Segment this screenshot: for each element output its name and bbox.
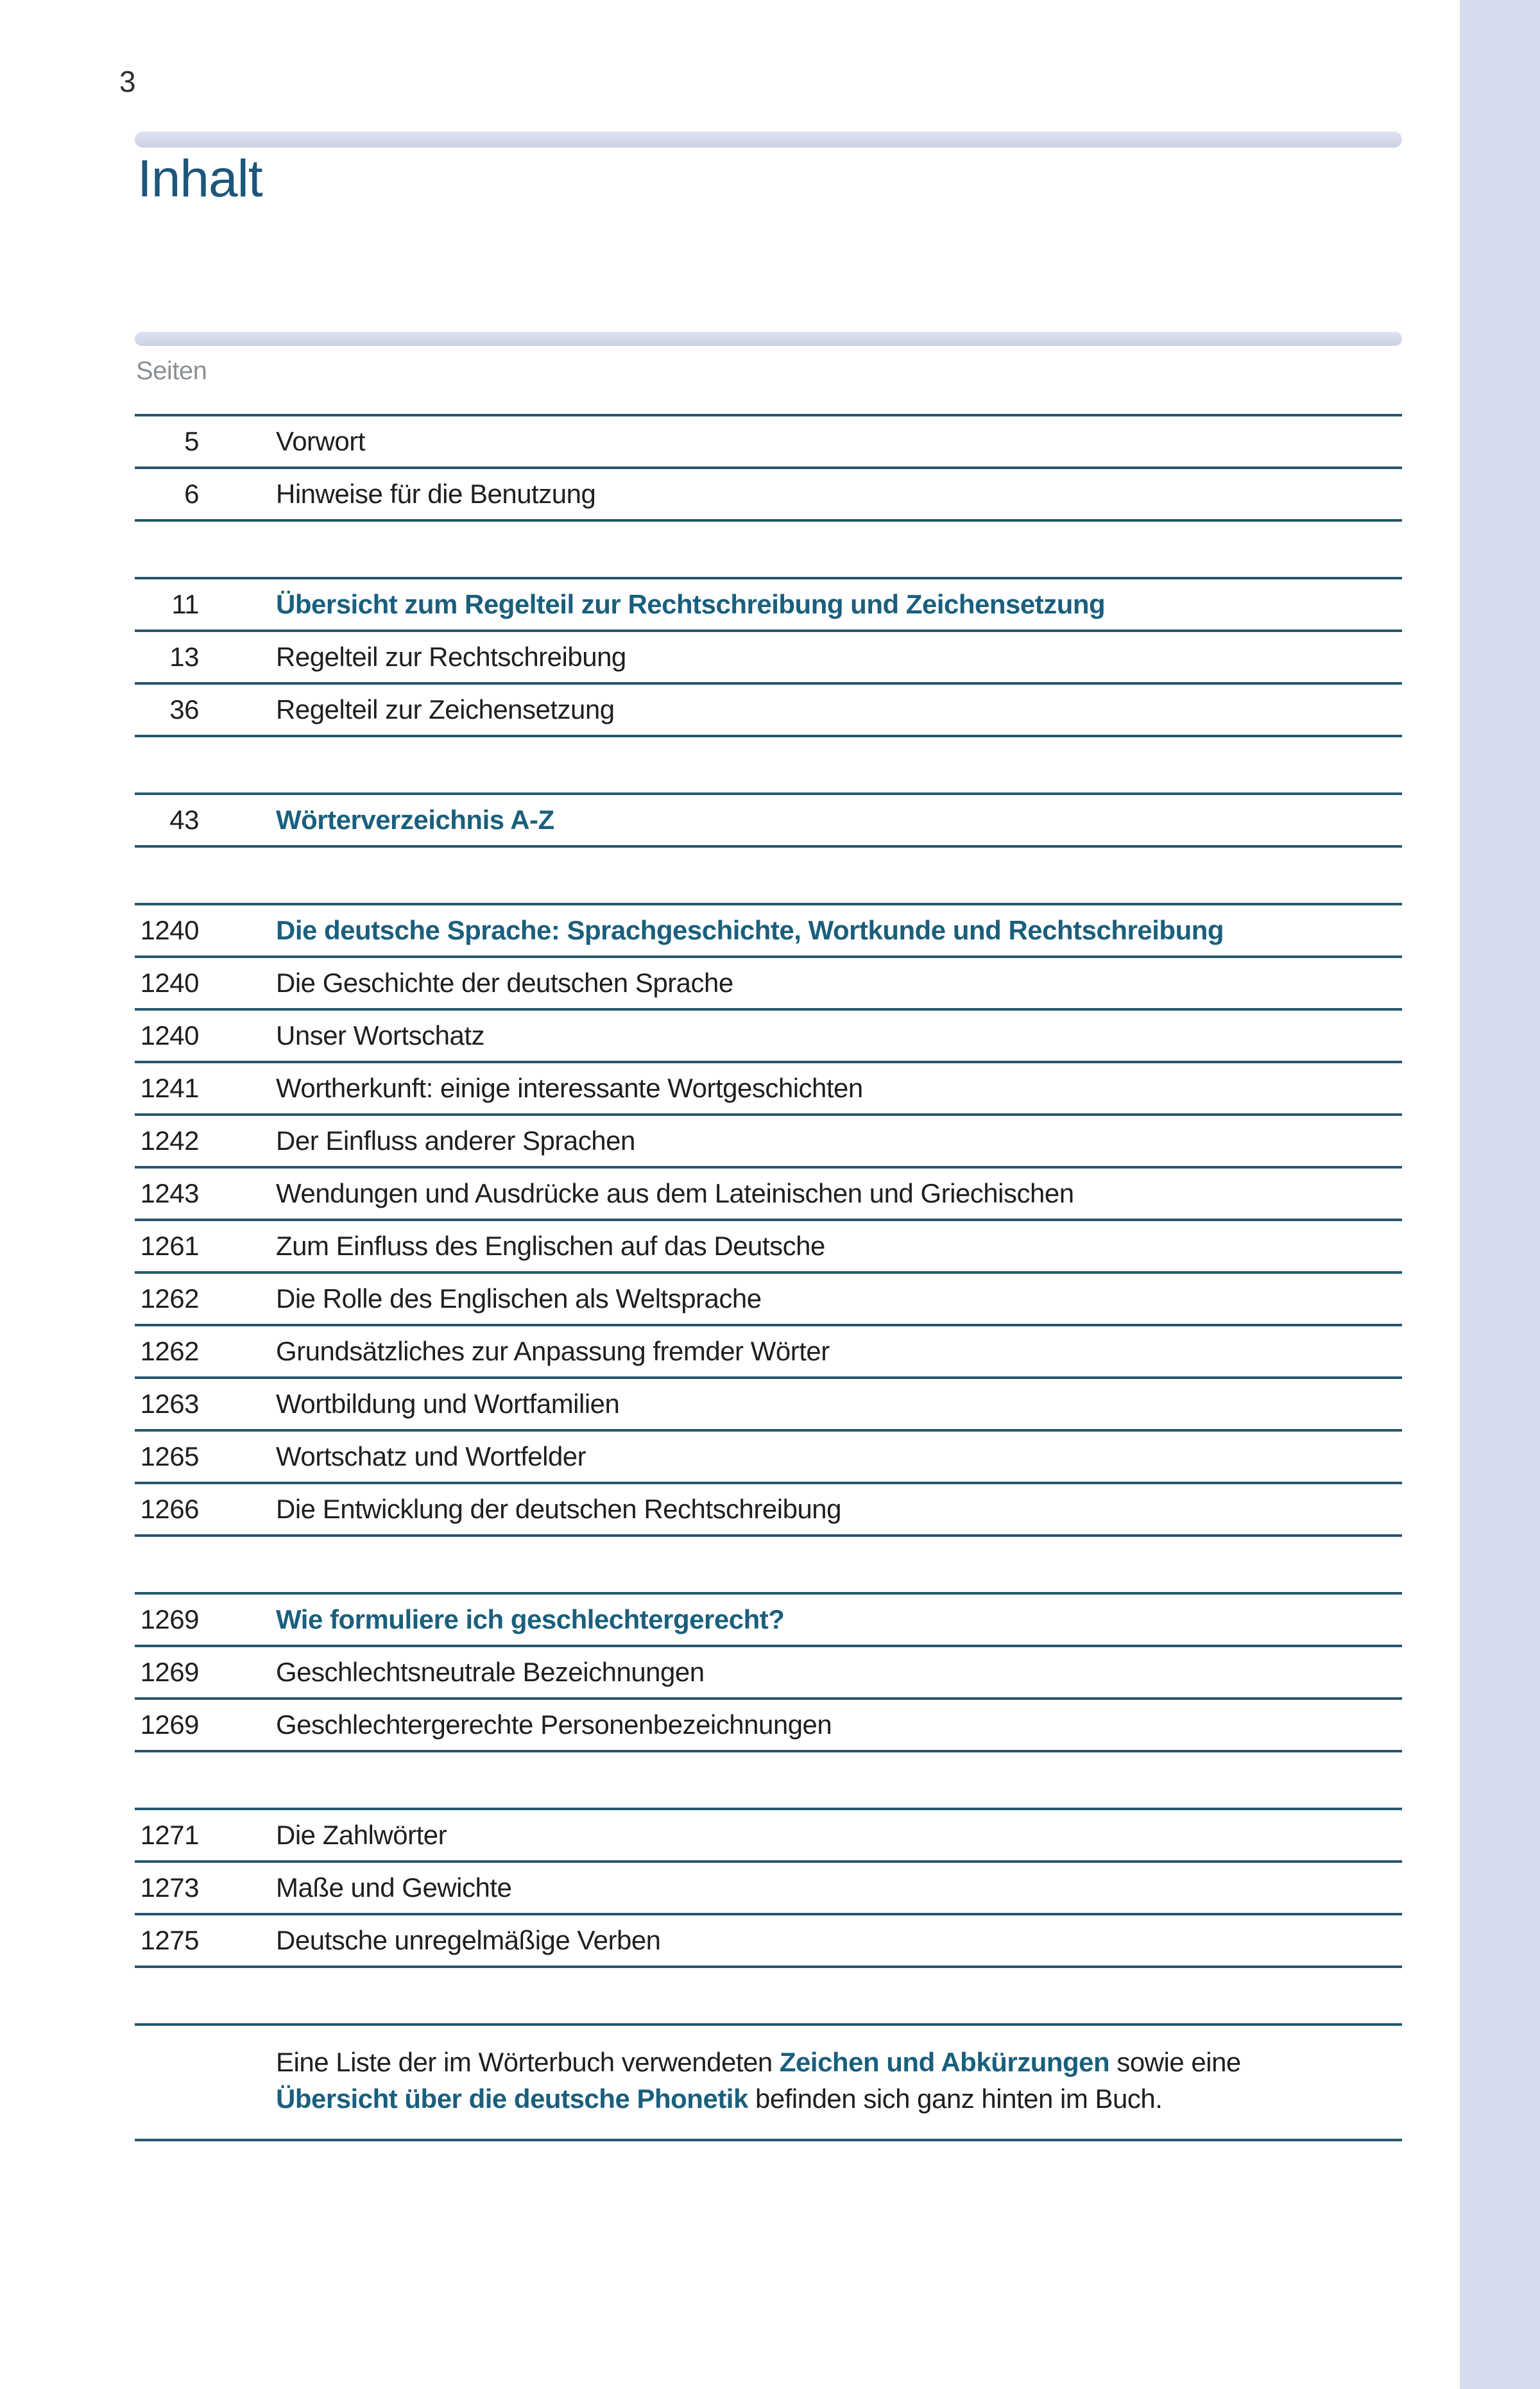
entry-page-number: 1263 — [140, 1389, 199, 1419]
entry-title: Hinweise für die Benutzung — [276, 479, 596, 509]
page-content — [119, 0, 1402, 2389]
entry-page-number: 5 — [184, 426, 199, 456]
toc-row — [135, 1645, 1402, 1697]
entry-page-number: 1243 — [140, 1178, 199, 1208]
entry-title: Wie formuliere ich geschlechtergerecht? — [276, 1604, 785, 1634]
toc-row — [135, 903, 1402, 955]
toc-row — [135, 467, 1402, 519]
footer-note-text: sowie eine — [1109, 2047, 1241, 2077]
entry-title: Wortbildung und Wortfamilien — [276, 1389, 620, 1419]
entry-title: Regelteil zur Zeichensetzung — [276, 694, 615, 724]
entry-title: Wortschatz und Wortfelder — [276, 1441, 586, 1471]
entry-page-number: 36 — [169, 694, 199, 724]
entry-page-number: 1269 — [140, 1657, 199, 1687]
toc — [135, 414, 1402, 2141]
toc-section — [135, 792, 1402, 848]
toc-row — [135, 1697, 1402, 1750]
toc-row — [135, 955, 1402, 1008]
page-edge-strip — [1460, 0, 1540, 2389]
decorative-bar-seiten — [135, 332, 1402, 346]
toc-row — [135, 1008, 1402, 1061]
entry-title: Der Einfluss anderer Sprachen — [276, 1126, 635, 1156]
entry-title: Die Entwicklung der deutschen Rechtschreibung — [276, 1494, 842, 1524]
entry-page-number: 1273 — [140, 1872, 199, 1903]
toc-row — [135, 1592, 1402, 1645]
entry-page-number: 1266 — [140, 1494, 199, 1524]
entry-page-number: 1242 — [140, 1126, 199, 1156]
entry-title: Deutsche unregelmäßige Verben — [276, 1925, 661, 1955]
toc-section — [135, 577, 1402, 737]
toc-row — [135, 629, 1402, 682]
footer-note — [135, 2023, 1402, 2141]
entry-title: Die Geschichte der deutschen Sprache — [276, 968, 733, 998]
toc-row — [135, 1482, 1402, 1534]
toc-section — [135, 903, 1402, 1537]
entry-page-number: 1240 — [140, 915, 199, 945]
footer-note-highlight: Übersicht über die deutsche Phonetik — [276, 2084, 748, 2114]
entry-page-number: 1269 — [140, 1709, 199, 1740]
entry-page-number: 11 — [171, 589, 199, 619]
toc-row — [135, 1376, 1402, 1429]
entry-title: Grundsätzliches zur Anpassung fremder Wörter — [276, 1336, 830, 1366]
footer-note-text: befinden sich ganz hinten im Buch. — [748, 2084, 1163, 2114]
entry-title: Die deutsche Sprache: Sprachgeschichte, Wortkunde und Rechtschreibung — [276, 915, 1224, 945]
entry-title: Wortherkunft: einige interessante Wortgeschichten — [276, 1073, 863, 1103]
toc-row — [135, 577, 1402, 629]
entry-page-number: 1261 — [140, 1231, 199, 1261]
entry-page-number: 1241 — [140, 1073, 199, 1103]
entry-page-number: 1275 — [140, 1925, 199, 1955]
entry-title: Die Rolle des Englischen als Weltsprache — [276, 1283, 762, 1314]
entry-page-number: 1269 — [140, 1604, 199, 1634]
toc-row — [135, 414, 1402, 467]
toc-row — [135, 1860, 1402, 1913]
toc-section — [135, 1592, 1402, 1752]
pages-column-header: Seiten — [136, 357, 207, 385]
entry-title: Geschlechtergerechte Personenbezeichnungen — [276, 1709, 832, 1740]
entry-title: Regelteil zur Rechtschreibung — [276, 642, 626, 672]
toc-row — [135, 1808, 1402, 1860]
decorative-bar-top — [135, 132, 1402, 148]
entry-title: Wörterverzeichnis A-Z — [276, 805, 554, 835]
toc-row — [135, 1913, 1402, 1965]
entry-title: Unser Wortschatz — [276, 1020, 484, 1050]
entry-page-number: 1262 — [140, 1283, 199, 1314]
entry-page-number: 6 — [184, 479, 199, 509]
toc-row — [135, 792, 1402, 845]
toc-row — [135, 1429, 1402, 1482]
entry-title: Zum Einfluss des Englischen auf das Deutsche — [276, 1231, 825, 1261]
entry-page-number: 1262 — [140, 1336, 199, 1366]
toc-row — [135, 1166, 1402, 1219]
entry-title: Vorwort — [276, 426, 365, 456]
entry-title: Die Zahlwörter — [276, 1820, 447, 1850]
footer-note-text: Eine Liste der im Wörterbuch verwendeten — [276, 2047, 780, 2077]
entry-page-number: 1240 — [140, 1020, 199, 1050]
footer-note-highlight: Zeichen und Abkürzungen — [779, 2047, 1110, 2077]
toc-row — [135, 682, 1402, 735]
entry-title: Wendungen und Ausdrücke aus dem Lateinischen und Griechischen — [276, 1178, 1074, 1208]
toc-row — [135, 1324, 1402, 1376]
folio-page-number: 3 — [119, 65, 135, 98]
toc-row — [135, 1061, 1402, 1113]
entry-title: Übersicht zum Regelteil zur Rechtschreibung und Zeichensetzung — [276, 589, 1106, 619]
entry-title: Maße und Gewichte — [276, 1872, 512, 1903]
toc-row — [135, 1271, 1402, 1324]
entry-title: Geschlechtsneutrale Bezeichnungen — [276, 1657, 705, 1687]
entry-page-number: 1271 — [140, 1820, 199, 1850]
entry-page-number: 1265 — [140, 1441, 199, 1471]
toc-row — [135, 1219, 1402, 1271]
toc-row — [135, 1113, 1402, 1166]
toc-section — [135, 414, 1402, 522]
page-title: Inhalt — [137, 150, 262, 208]
entry-page-number: 43 — [169, 805, 199, 835]
toc-section — [135, 1808, 1402, 1968]
entry-page-number: 13 — [169, 642, 199, 672]
entry-page-number: 1240 — [140, 968, 199, 998]
